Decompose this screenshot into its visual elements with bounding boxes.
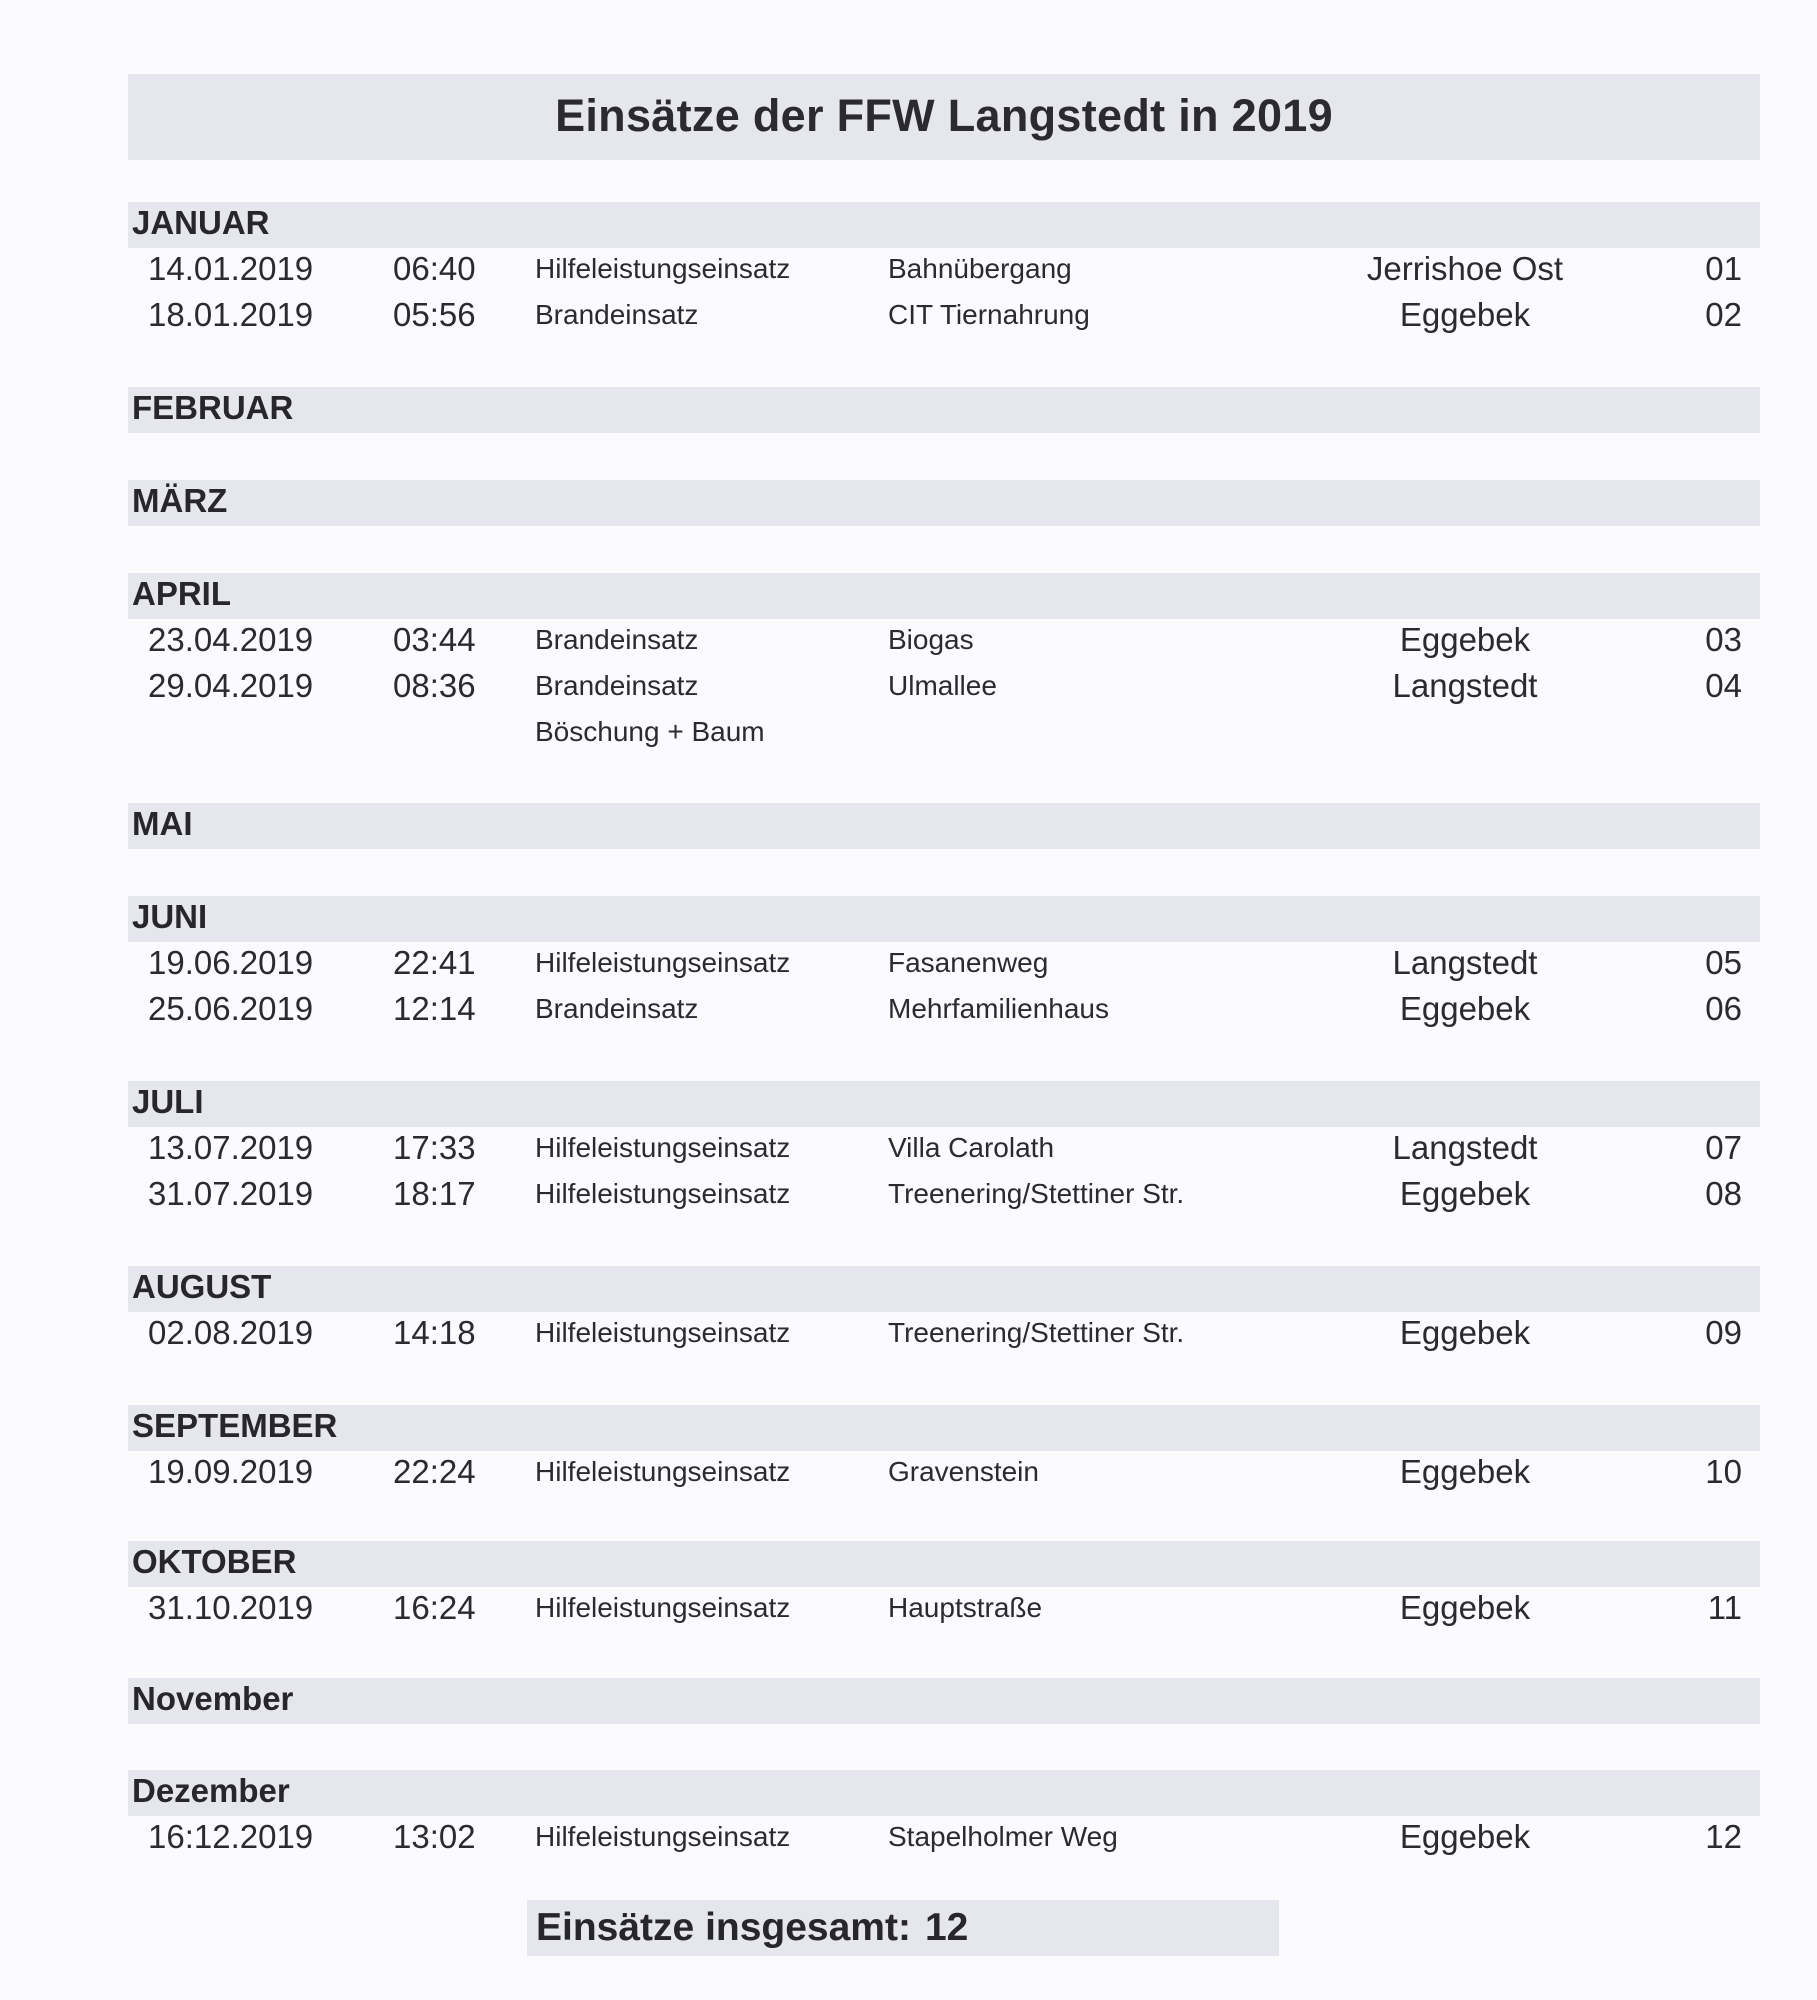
entry-number: 07: [1705, 1129, 1742, 1166]
page-title: Einsätze der FFW Langstedt in 2019: [555, 90, 1333, 141]
entry-date: 18.01.2019: [148, 296, 314, 333]
entry-time: 22:24: [393, 1453, 476, 1490]
month-bar: [128, 1081, 1760, 1127]
month-label: AUGUST: [132, 1268, 272, 1305]
entry-date: 31.10.2019: [148, 1589, 314, 1626]
entry-town: Eggebek: [1399, 1453, 1531, 1490]
entry-type: Hilfeleistungseinsatz: [535, 1317, 791, 1348]
entry-time: 05:56: [393, 296, 476, 333]
month-label: JULI: [132, 1083, 204, 1120]
entry-note: Böschung + Baum: [535, 716, 765, 747]
entry-time: 08:36: [393, 667, 476, 704]
month-bar: [128, 1405, 1760, 1451]
entry-number: 11: [1707, 1589, 1742, 1626]
entry-number: 04: [1705, 667, 1742, 704]
entry-time: 06:40: [393, 250, 476, 287]
entry-number: 10: [1705, 1453, 1742, 1490]
month-label: JANUAR: [132, 204, 270, 241]
month-bar: [128, 1266, 1760, 1312]
entry-time: 18:17: [393, 1175, 476, 1212]
entry-time: 17:33: [393, 1129, 476, 1166]
entry-time: 22:41: [393, 944, 476, 981]
entry-place: Gravenstein: [888, 1456, 1039, 1487]
entry-date: 25.06.2019: [148, 990, 314, 1027]
table-row: [0, 944, 1817, 990]
entry-time: 14:18: [393, 1314, 476, 1351]
table-row: [0, 1129, 1817, 1175]
month-bar: [128, 1541, 1760, 1587]
month-bar: [128, 1678, 1760, 1724]
table-row: [0, 250, 1817, 296]
month-label: JUNI: [132, 898, 208, 935]
entry-type: Hilfeleistungseinsatz: [535, 1132, 791, 1163]
total-summary: [536, 1906, 968, 1950]
entry-place: Fasanenweg: [888, 947, 1049, 978]
entry-date: 13.07.2019: [148, 1129, 314, 1166]
table-row: [0, 1175, 1817, 1221]
month-bar: [128, 896, 1760, 942]
entry-place: Stapelholmer Weg: [888, 1821, 1118, 1852]
month-label: OKTOBER: [132, 1543, 297, 1580]
month-bar: [128, 573, 1760, 619]
table-row: [0, 1589, 1817, 1635]
table-row: [0, 1453, 1817, 1499]
entry-town: Langstedt: [1392, 667, 1538, 704]
entry-type: Brandeinsatz: [535, 299, 699, 330]
entry-number: 06: [1705, 990, 1742, 1027]
entry-date: 19.09.2019: [148, 1453, 314, 1490]
month-bar: [128, 803, 1760, 849]
entry-type: Hilfeleistungseinsatz: [535, 1592, 791, 1623]
table-row: [0, 1314, 1817, 1360]
month-bar: [128, 1770, 1760, 1816]
entry-place: Mehrfamilienhaus: [888, 993, 1109, 1024]
entry-date: 02.08.2019: [148, 1314, 314, 1351]
entry-place: Ulmallee: [888, 670, 997, 701]
entry-time: 03:44: [393, 621, 476, 658]
table-row: [0, 667, 1817, 713]
entry-type: Brandeinsatz: [535, 670, 699, 701]
month-bar: [128, 202, 1760, 248]
entry-town: Eggebek: [1399, 621, 1531, 658]
entry-place: Treenering/Stettiner Str.: [888, 1178, 1185, 1209]
table-row: [0, 296, 1817, 342]
entry-type: Hilfeleistungseinsatz: [535, 1456, 791, 1487]
entry-type: Hilfeleistungseinsatz: [535, 947, 791, 978]
entry-town: Eggebek: [1399, 1589, 1531, 1626]
table-row: [0, 621, 1817, 667]
entry-town: Eggebek: [1399, 1175, 1531, 1212]
entry-type: Brandeinsatz: [535, 624, 699, 655]
table-row: [0, 1818, 1817, 1864]
entry-place: Treenering/Stettiner Str.: [888, 1317, 1185, 1348]
entry-town: Langstedt: [1392, 944, 1538, 981]
entry-type: Hilfeleistungseinsatz: [535, 1821, 791, 1852]
title-bar: [128, 74, 1760, 160]
entry-place: Bahnübergang: [888, 253, 1072, 284]
entry-town: Eggebek: [1399, 296, 1531, 333]
entry-number: 03: [1705, 621, 1742, 658]
month-label: APRIL: [132, 575, 231, 612]
total-value: 12: [924, 1906, 969, 1949]
entry-type: Brandeinsatz: [535, 993, 699, 1024]
month-label: FEBRUAR: [132, 389, 294, 426]
entry-date: 29.04.2019: [148, 667, 314, 704]
entry-time: 13:02: [393, 1818, 476, 1855]
entry-place: Hauptstraße: [888, 1592, 1043, 1623]
month-bar: [128, 480, 1760, 526]
entry-time: 12:14: [393, 990, 476, 1027]
month-label: MÄRZ: [132, 482, 228, 519]
total-label: Einsätze insgesamt:: [536, 1906, 911, 1949]
entry-date: 23.04.2019: [148, 621, 314, 658]
entry-number: 05: [1705, 944, 1742, 981]
entry-town: Eggebek: [1399, 990, 1531, 1027]
entry-number: 02: [1705, 296, 1742, 333]
entry-date: 19.06.2019: [148, 944, 314, 981]
month-label: SEPTEMBER: [132, 1407, 338, 1444]
entry-date: 31.07.2019: [148, 1175, 314, 1212]
month-label: Dezember: [132, 1772, 290, 1809]
month-label: November: [132, 1680, 294, 1717]
entry-date: 14.01.2019: [148, 250, 314, 287]
entry-place: Biogas: [888, 624, 974, 655]
entry-place: CIT Tiernahrung: [888, 299, 1090, 330]
entry-town: Eggebek: [1399, 1818, 1531, 1855]
entry-place: Villa Carolath: [888, 1132, 1055, 1163]
entry-number: 08: [1705, 1175, 1742, 1212]
entry-type: Hilfeleistungseinsatz: [535, 1178, 791, 1209]
entry-date: 16:12.2019: [148, 1818, 314, 1855]
month-label: MAI: [132, 805, 193, 842]
entry-town: Jerrishoe Ost: [1366, 250, 1564, 287]
table-row: [0, 990, 1817, 1036]
entry-number: 09: [1705, 1314, 1742, 1351]
entry-town: Eggebek: [1399, 1314, 1531, 1351]
entry-number: 01: [1705, 250, 1742, 287]
entry-time: 16:24: [393, 1589, 476, 1626]
entry-number: 12: [1705, 1818, 1742, 1855]
month-bar: [128, 387, 1760, 433]
entry-type: Hilfeleistungseinsatz: [535, 253, 791, 284]
entry-town: Langstedt: [1392, 1129, 1538, 1166]
